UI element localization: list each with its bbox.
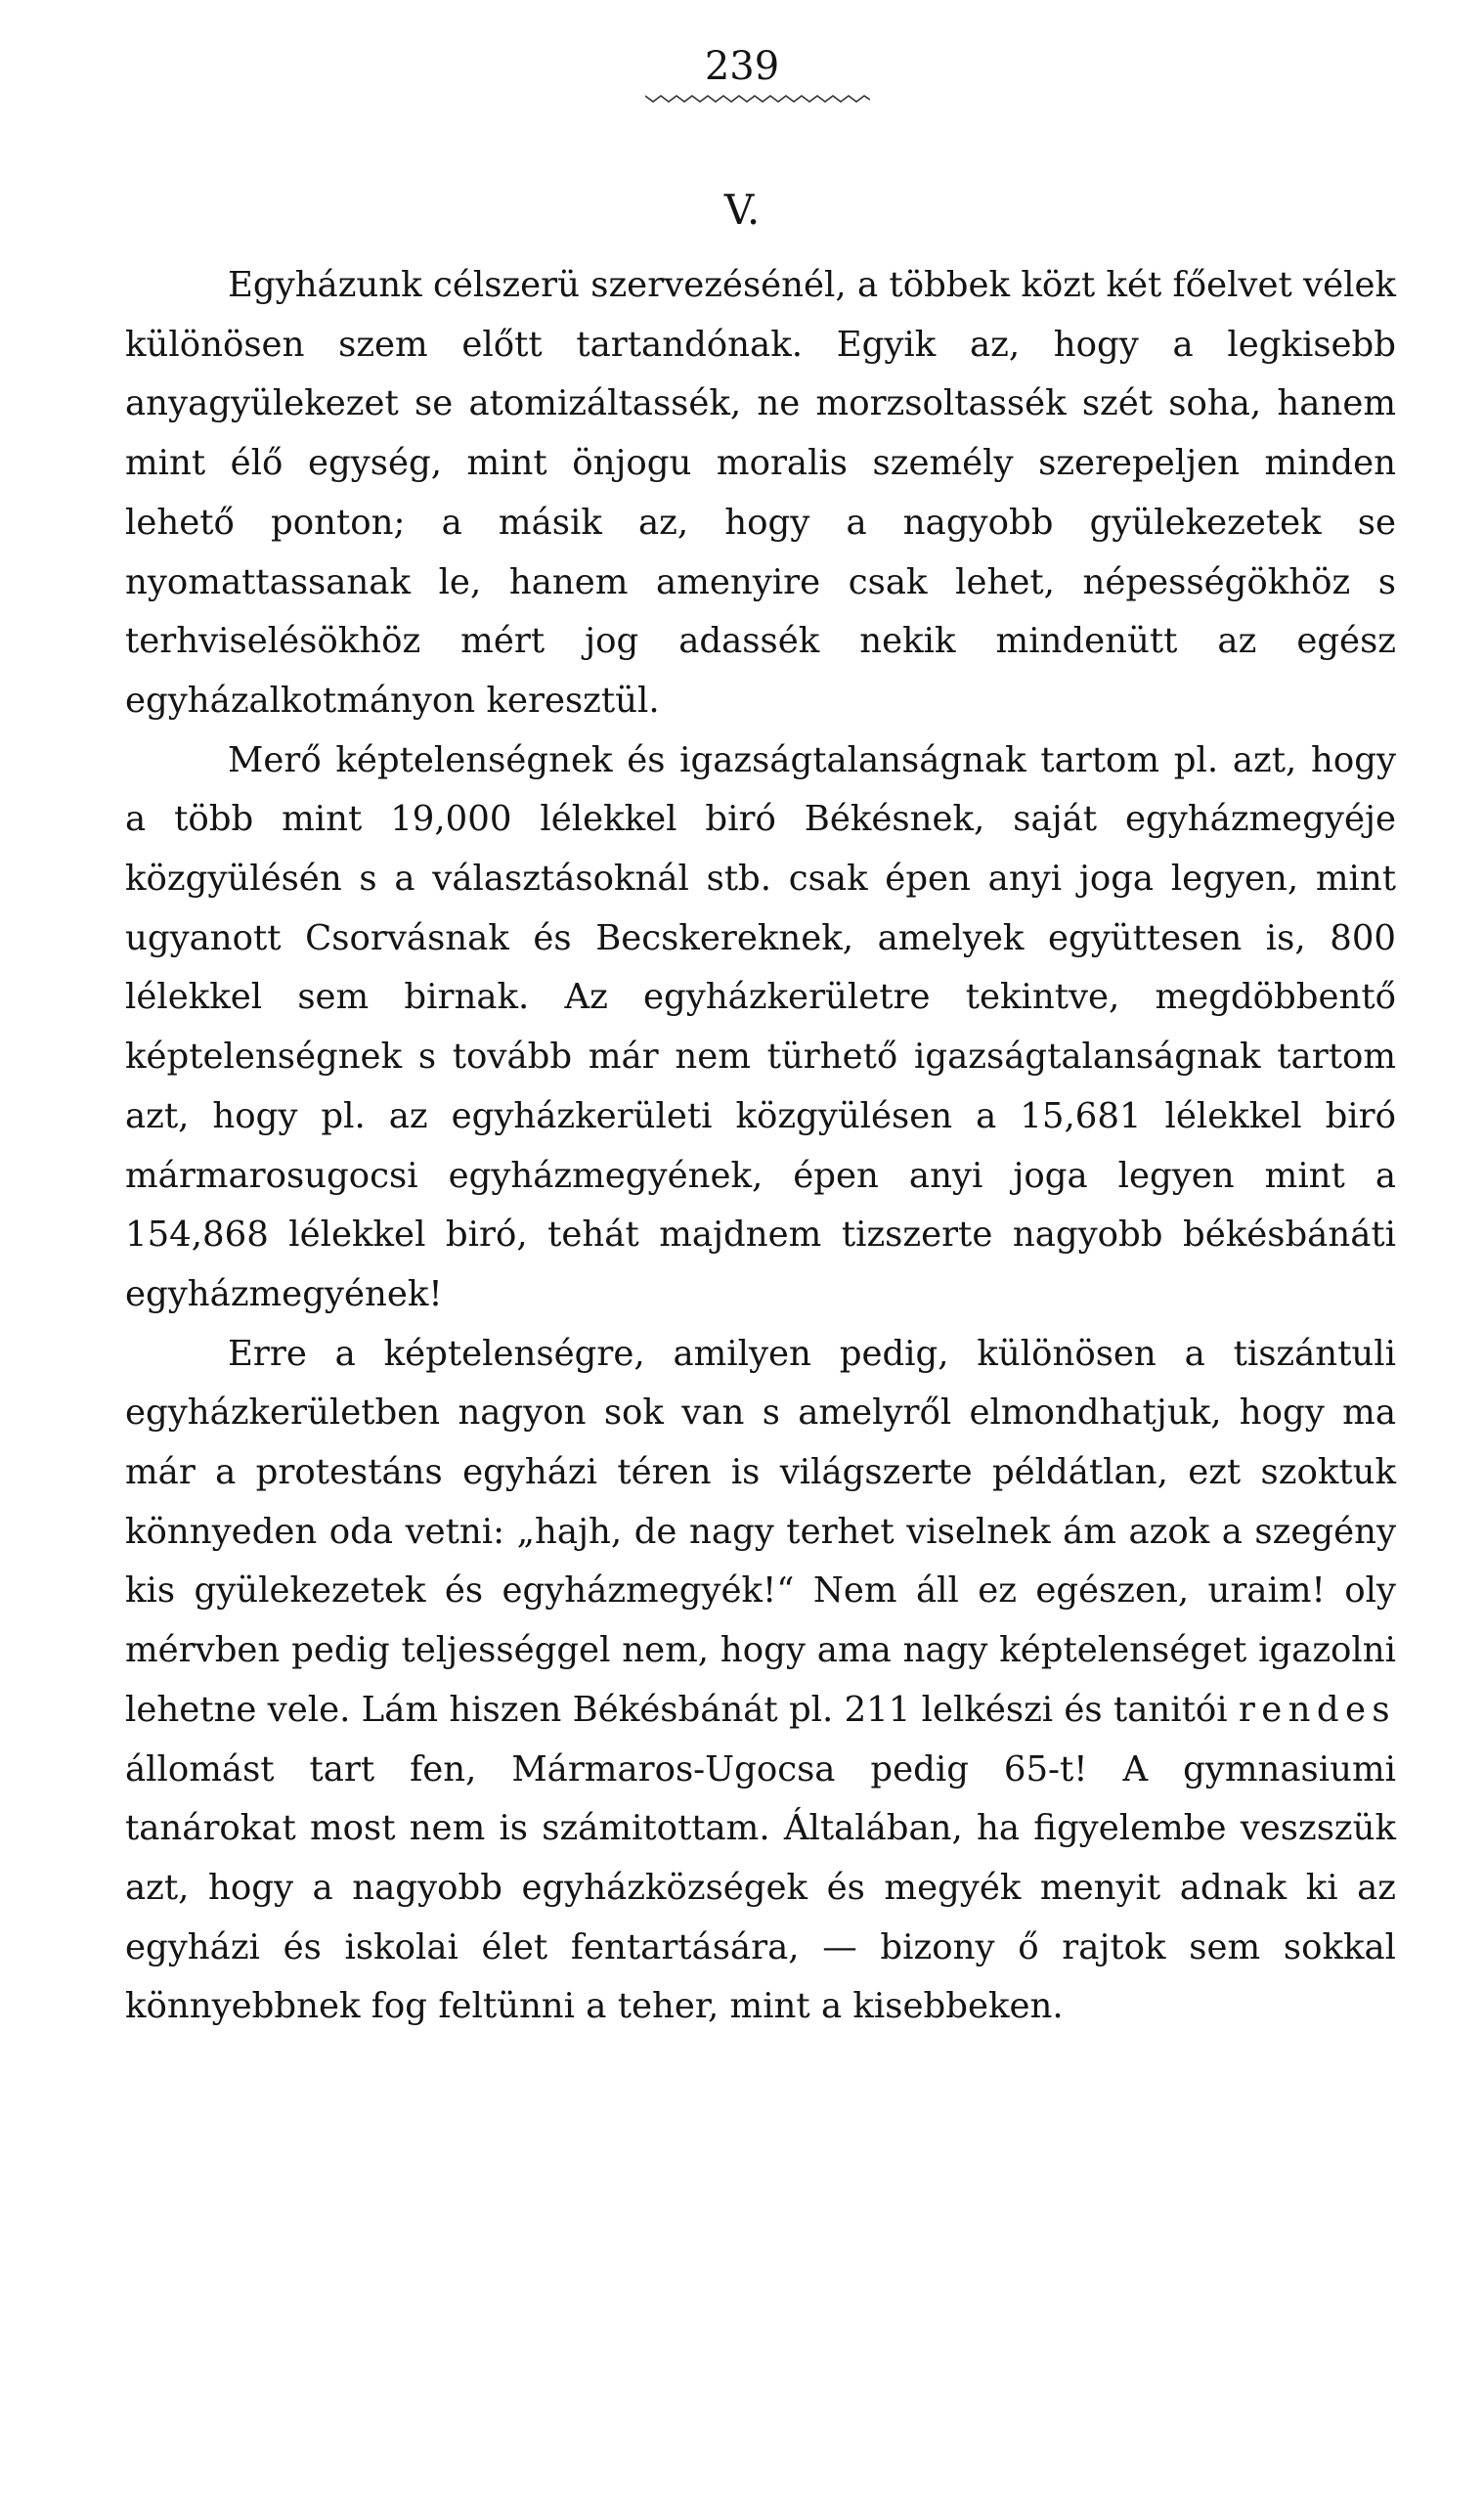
paragraph [125,1325,1396,2037]
page-number-ornament [645,92,870,106]
paragraph: Egyházunk célszerü szervezésénél, a többek közt két főelvet vélek különösen szem előtt tartandónak. Egyik az, hogy a legkisebb anyagyülekezet se atomizáltassék, ne morzsoltassék szét soha, hanem mint élő egység, mint önjogu moralis személy szerepeljen minden lehető ponton; a másik az, hogy a nagyobb gyülekezetek se nyomattassanak le, hanem amenyire csak lehet, népességökhöz s terhviselésökhöz mért jog adassék nekik mindenütt az egész egyházalkotmányon keresztül. [125,265,1396,721]
page-number: 239 [704,44,780,89]
paragraph: Merő képtelenségnek és igazságtalanságnak tartom pl. azt, hogy a több mint 19,000 lélekkel biró Békésnek, saját egyházmegyéje közgyülésén s a választásoknál stb. csak épen anyi joga legyen, mint ugyanott Csorvásnak és Becskereknek, amelyek együttesen is, 800 lélekkel sem birnak. Az egyházkerületre tekintve, megdöbbentő képtelenségnek s tovább már nem türhető igazságtalanságnak tartom azt, hogy pl. az egyházkerületi közgyülésen a 15,681 lélekkel biró mármarosugocsi egyházmegyének, épen anyi joga legyen mint a 154,868 lélekkel biró, tehát majdnem tizszerte nagyobb békésbánáti egyházmegyének! [125,739,1396,1314]
spaced-word: rendes [1238,1689,1397,1730]
section-heading: V. [723,186,761,234]
body-text [125,256,1396,2037]
paragraph-text: állomást tart fen, Mármaros-Ugocsa pedig 65-t! A gymnasiumi tanárokat most nem is számitottam. Általában, ha figyelembe veszszük azt, hogy a nagyobb egyházközségek és megyék menyit adnak ki az egyházi és iskolai élet fentartására, — bizony ő rajtok sem sokkal könnyebbnek fog feltünni a teher, mint a kisebbeken. [125,1748,1396,2027]
paragraph-text: Erre a képtelenségre, amilyen pedig, különösen a tiszántuli egyházkerületben nagyon sok van s amelyről elmondhatjuk, hogy ma már a protestáns egyházi téren is világszerte példátlan, ezt szoktuk könnyeden oda vetni: „hajh, de nagy terhet viselnek ám azok a szegény kis gyülekezetek és egyházmegyék!“ Nem áll ez egészen, uraim! oly mérvben pedig teljességgel nem, hogy ama nagy képtelenséget igazolni lehetne vele. Lám hiszen Békésbánát pl. 211 lelkészi és tanitói [125,1333,1396,1730]
